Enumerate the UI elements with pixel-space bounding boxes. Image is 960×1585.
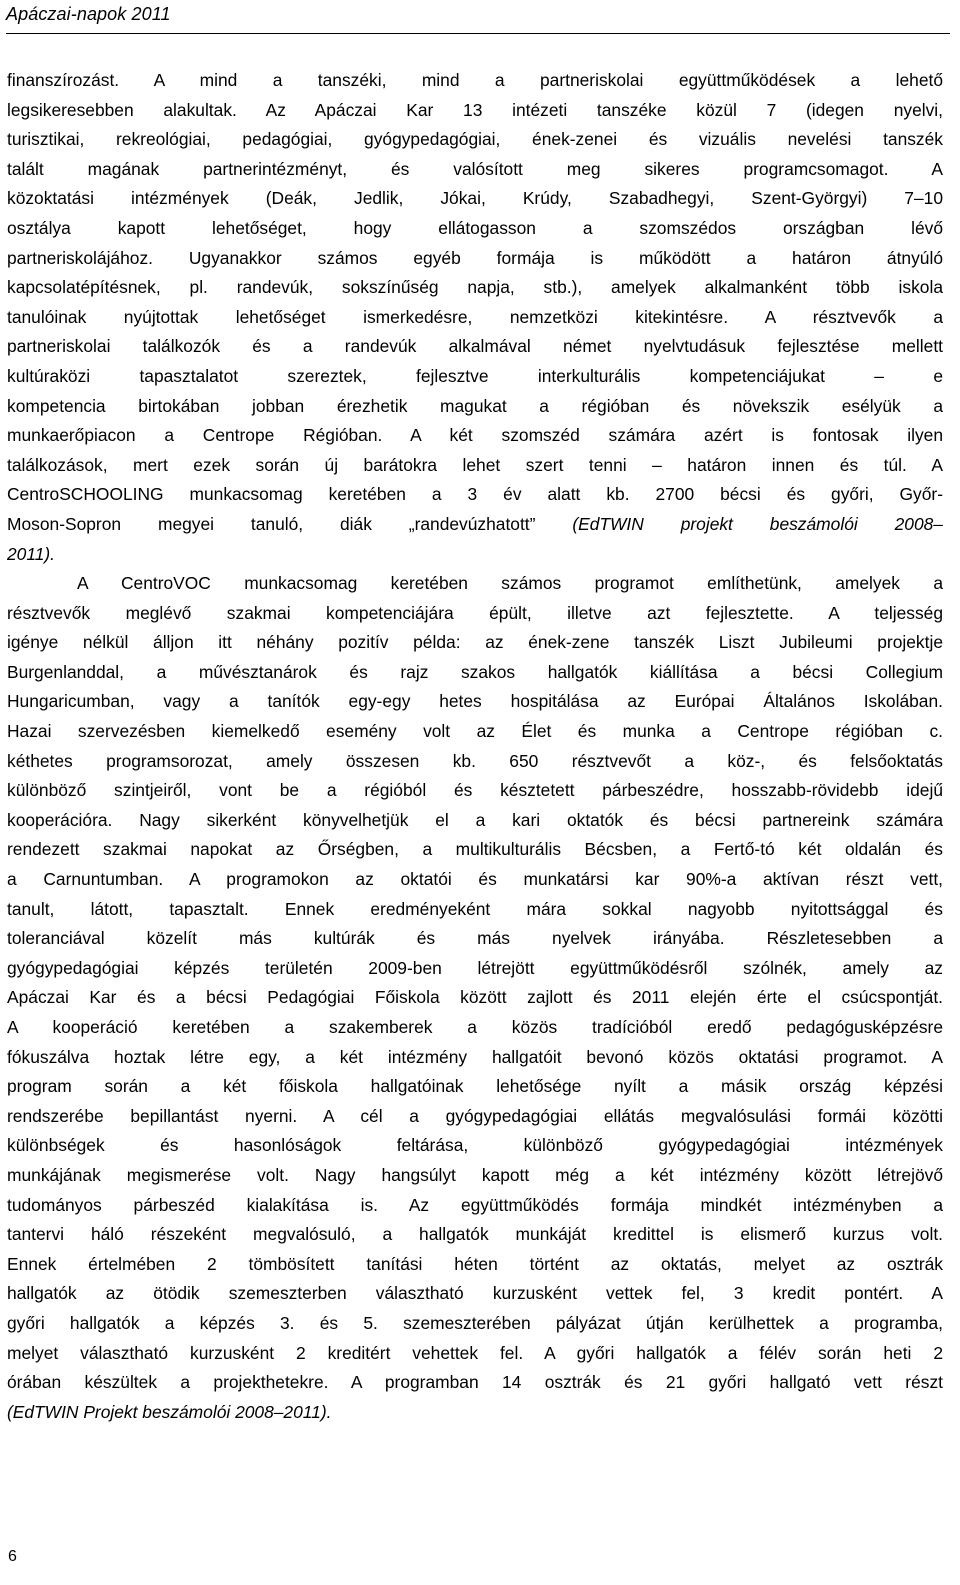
text-line: talált magának partnerintézményt, és valósított meg sikeres programcsomagot. A (7, 158, 943, 179)
text-line: rendezett szakmai napokat az Őrségben, a multikulturális Bécsben, a Fertő-tó két oldalán és (7, 839, 943, 860)
text-line: munkaerőpiacon a Centrope Régióban. A két szomszéd számára azért is fontosak ilyen (7, 425, 943, 446)
text-line: a Carnuntumban. A programokon az oktatói és munkatársi kar 90%-a aktívan részt vett, (7, 869, 943, 890)
text-line: CentroSCHOOLING munkacsomag keretében a 3 év alatt kb. 2700 bécsi és győri, Győr- (7, 484, 943, 505)
text-line (7, 540, 943, 570)
text-line: legsikeresebben alakultak. Az Apáczai Kar 13 intézeti tanszéke közül 7 (idegen nyelvi, (7, 99, 943, 120)
text-line: hallgatók az ötödik szemeszterben választható kurzusként vettek fel, 3 kredit pontért. A (7, 1283, 943, 1304)
text-line: fókuszálva hoztak létre egy, a két intézmény hallgatóit bevonó közös oktatási programot. A (7, 1046, 943, 1067)
text-line: kultúraközi tapasztalatot szereztek, fejlesztve interkulturális kompetenciájukat – e (7, 365, 943, 386)
text-line: órában készültek a projekthetekre. A programban 14 osztrák és 21 győri hallgató vett részt (7, 1372, 943, 1393)
text-line: közoktatási intézmények (Deák, Jedlik, Jókai, Krúdy, Szabadhegyi, Szent-Györgyi) 7–10 (7, 188, 943, 209)
text-line: A kooperáció keretében a szakemberek a közös tradícióból eredő pedagógusképzésre (7, 1017, 943, 1037)
body-text (7, 66, 943, 1427)
citation-final: (EdTWIN Projekt beszámolói 2008–2011). (7, 1401, 332, 1422)
text-line: résztvevők meglévő szakmai kompetenciájára épült, illetve azt fejlesztette. A teljesség (7, 602, 943, 623)
citation-part-1: (EdTWIN projekt beszámolói 2008– (572, 513, 943, 534)
text-line: rendszerébe bepillantást nyerni. A cél a gyógypedagógiai ellátás megvalósulási formái közötti (7, 1105, 943, 1126)
text-line: toleranciával közelít más kultúrák és más nyelvek irányába. Részletesebben a (7, 928, 943, 949)
text-line-start: Moson-Sopron megyei tanuló, diák „randevúzhatott” (7, 513, 573, 534)
text-line: program során a két főiskola hallgatóinak lehetősége nyílt a másik ország képzési (7, 1076, 943, 1097)
citation-part-2: 2011). (7, 543, 56, 564)
text-line: osztálya kapott lehetőséget, hogy ellátogasson a szomszédos országban lévő (7, 217, 943, 238)
text-line: tantervi háló részeként megvalósuló, a hallgatók munkáját kredittel is elismerő kurzus volt. (7, 1224, 943, 1245)
text-line: Ennek értelmében 2 tömbösített tanítási héten történt az oktatás, melyet az osztrák (7, 1253, 943, 1274)
text-line (7, 510, 943, 540)
text-line: Apáczai Kar és a bécsi Pedagógiai Főiskola között zajlott és 2011 elején érte el csúcspontját. (7, 987, 943, 1008)
text-line: tanulóinak nyújtottak lehetőséget ismerkedésre, nemzetközi kitekintésre. A résztvevők a (7, 306, 943, 327)
text-line: turisztikai, rekreológiai, pedagógiai, gyógypedagógiai, ének-zenei és vizuális nevelési tanszék (7, 129, 943, 150)
text-line: találkozások, mert ezek során új barátokra lehet szert tenni – határon innen és túl. A (7, 454, 943, 475)
page-header (6, 2, 950, 36)
text-line: gyógypedagógiai képzés területén 2009-ben létrejött együttműködésről szólnék, amely az (7, 957, 943, 978)
header-divider (6, 33, 950, 34)
text-line: Burgenlanddal, a művésztanárok és rajz szakos hallgatók kiállítása a bécsi Collegium (7, 661, 943, 682)
text-line: kompetencia birtokában jobban érezhetik magukat a régióban és növekszik esélyük a (7, 395, 943, 416)
text-line: győri hallgatók a képzés 3. és 5. szemeszterében pályázat útján kerülhettek a programba, (7, 1312, 943, 1333)
text-line: Hungaricumban, vagy a tanítók egy-egy hetes hospitálása az Európai Általános Iskolában. (7, 691, 943, 712)
text-line: tudományos párbeszéd kialakítása is. Az együttműködés formája mindkét intézményben a (7, 1194, 943, 1215)
text-line: igénye nélkül álljon itt néhány pozitív példa: az ének-zene tanszék Liszt Jubileumi projektje (7, 632, 943, 653)
page-number: 6 (8, 1548, 17, 1565)
text-line: Hazai szervezésben kiemelkedő esemény volt az Élet és munka a Centrope régióban c. (7, 721, 943, 742)
text-line: partneriskolájához. Ugyanakkor számos egyéb formája is működött a határon átnyúló (7, 247, 943, 268)
text-line: partneriskolai találkozók és a randevúk alkalmával német nyelvtudásuk fejlesztése mellett (7, 336, 943, 357)
text-line: tanult, látott, tapasztalt. Ennek eredményeként mára sokkal nagyobb nyitottsággal és (7, 898, 943, 919)
text-line: munkájának megismerése volt. Nagy hangsúlyt kapott még a két intézmény között létrejövő (7, 1164, 943, 1185)
text-line (7, 1398, 943, 1428)
text-line: kooperációra. Nagy sikerként könyvelhetjük el a kari oktatók és bécsi partnereink számára (7, 809, 943, 830)
text-line: kéthetes programsorozat, amely összesen kb. 650 résztvevőt a köz-, és felsőoktatás (7, 750, 943, 771)
text-line: különbségek és hasonlóságok feltárása, különböző gyógypedagógiai intézmények (7, 1135, 943, 1156)
text-line: kapcsolatépítésnek, pl. randevúk, sokszínűség napja, stb.), amelyek alkalmanként több iskola (7, 277, 943, 298)
running-header-title: Apáczai-napok 2011 (6, 4, 171, 24)
text-line-paragraph-start: A CentroVOC munkacsomag keretében számos programot említhetünk, amelyek a (77, 573, 943, 594)
text-line: különböző szintjeiről, vont be a régióból és késztetett párbeszédre, hosszabb-rövidebb idejű (7, 780, 943, 801)
text-line: finanszírozást. A mind a tanszéki, mind a partneriskolai együttműködések a lehető (7, 70, 943, 90)
text-line: melyet választható kurzusként 2 kreditért vehettek fel. A győri hallgatók a félév során heti 2 (7, 1342, 943, 1363)
